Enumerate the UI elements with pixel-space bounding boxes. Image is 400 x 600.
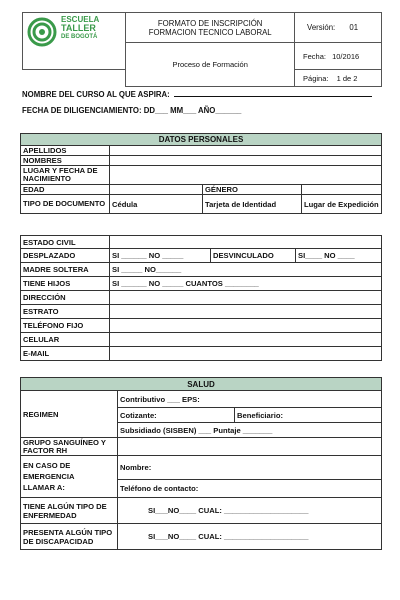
course-name-label: NOMBRE DEL CURSO AL QUE ASPIRA: bbox=[22, 90, 170, 99]
page-label: Página: bbox=[303, 73, 329, 83]
contributivo-option[interactable]: Contributivo ___ EPS: bbox=[118, 391, 382, 408]
estrato-field[interactable] bbox=[110, 305, 382, 319]
discapacidad-label: PRESENTA ALGÚN TIPO DE DISCAPACIDAD bbox=[21, 524, 118, 550]
tipo-doc-label: TIPO DE DOCUMENTO bbox=[21, 195, 110, 214]
tiene-hijos-label: TIENE HIJOS bbox=[21, 277, 110, 291]
birth-label: LUGAR Y FECHA DE NACIMIENTO bbox=[21, 166, 110, 185]
date-cell bbox=[295, 43, 382, 70]
version-cell bbox=[295, 13, 382, 43]
llamar-label: LLAMAR A: bbox=[23, 483, 65, 492]
form-title-2: FORMACION TECNICO LABORAL bbox=[148, 27, 272, 37]
logo-cell bbox=[23, 13, 126, 70]
direccion-label: DIRECCIÓN bbox=[21, 291, 110, 305]
estado-civil-field[interactable] bbox=[110, 236, 382, 249]
personal-data-table bbox=[20, 133, 382, 214]
cotizante-option[interactable]: Cotizante: bbox=[118, 408, 235, 423]
celular-field[interactable] bbox=[110, 333, 382, 347]
page-cell bbox=[295, 70, 382, 87]
estrato-label: ESTRATO bbox=[21, 305, 110, 319]
logo-text-2: TALLER bbox=[61, 23, 96, 33]
tarjeta-option[interactable]: Tarjeta de Identidad bbox=[203, 195, 302, 214]
contact-phone-field[interactable]: Teléfono de contacto: bbox=[118, 480, 382, 498]
contact-name-field[interactable]: Nombre: bbox=[118, 456, 382, 480]
telefono-fijo-field[interactable] bbox=[110, 319, 382, 333]
grupo-sanguineo-field[interactable] bbox=[118, 438, 382, 456]
regimen-label: REGIMEN bbox=[21, 391, 118, 438]
enfermedad-options[interactable]: SI___NO____ CUAL: ____________________ bbox=[118, 498, 382, 524]
subsidiado-option[interactable]: Subsidiado (SISBEN) ___ Puntaje _______ bbox=[118, 423, 382, 438]
course-name-row bbox=[22, 88, 382, 99]
logo bbox=[25, 13, 123, 69]
form-title-cell bbox=[126, 13, 295, 43]
desplazado-label: DESPLAZADO bbox=[21, 249, 110, 263]
genero-field[interactable] bbox=[302, 185, 382, 195]
process-label: Proceso de Formación bbox=[172, 60, 248, 69]
birth-field[interactable] bbox=[110, 166, 382, 185]
contact-table bbox=[20, 235, 382, 361]
nombres-field[interactable] bbox=[110, 156, 382, 166]
discapacidad-options[interactable]: SI___NO____ CUAL: ____________________ bbox=[118, 524, 382, 550]
estado-civil-label: ESTADO CIVIL bbox=[21, 236, 110, 249]
desplazado-options[interactable]: SI ______ NO _____ bbox=[110, 249, 211, 263]
date-label: Fecha: bbox=[303, 51, 326, 61]
health-section-title: SALUD bbox=[21, 378, 382, 391]
nombres-label: NOMBRES bbox=[21, 156, 110, 166]
telefono-fijo-label: TELÉFONO FIJO bbox=[21, 319, 110, 333]
email-field[interactable] bbox=[110, 347, 382, 361]
email-label: E-MAIL bbox=[21, 347, 110, 361]
apellidos-field[interactable] bbox=[110, 146, 382, 156]
version-label: Versión: bbox=[307, 23, 336, 32]
form-title-1: FORMATO DE INSCRIPCIÓN bbox=[157, 18, 263, 28]
page-value: 1 de 2 bbox=[336, 73, 358, 83]
edad-label: EDAD bbox=[21, 185, 110, 195]
version-value: 01 bbox=[349, 23, 359, 32]
logo-text-3: DE BOGOTÁ bbox=[61, 34, 98, 40]
tiene-hijos-options[interactable]: SI ______ NO _____ CUANTOS ________ bbox=[110, 277, 382, 291]
desvinculado-label: DESVINCULADO bbox=[211, 249, 296, 263]
logo-icon bbox=[27, 17, 57, 47]
header-table bbox=[22, 12, 382, 87]
enfermedad-label: TIENE ALGÚN TIPO DE ENFERMEDAD bbox=[21, 498, 118, 524]
cedula-option[interactable]: Cédula bbox=[110, 195, 203, 214]
course-name-field[interactable] bbox=[174, 88, 372, 97]
process-cell bbox=[126, 43, 295, 87]
madre-soltera-options[interactable]: SI _____ NO______ bbox=[110, 263, 382, 277]
apellidos-label: APELLIDOS bbox=[21, 146, 110, 156]
date-value: 10/2016 bbox=[332, 51, 360, 61]
health-table bbox=[20, 377, 382, 550]
madre-soltera-label: MADRE SOLTERA bbox=[21, 263, 110, 277]
lugar-exp-label[interactable]: Lugar de Expedición bbox=[302, 195, 382, 214]
fill-date-label: FECHA DE DILIGENCIAMIENTO: DD___ MM___ AÑO______ bbox=[22, 106, 242, 115]
emergencia-label: EN CASO DE EMERGENCIA bbox=[23, 461, 75, 481]
fill-date-row bbox=[22, 106, 241, 115]
genero-label: GÉNERO bbox=[203, 185, 302, 195]
emergency-label-cell bbox=[21, 456, 118, 498]
logo-text-1: ESCUELA bbox=[61, 15, 100, 24]
personal-section-title: DATOS PERSONALES bbox=[21, 134, 382, 146]
grupo-sanguineo-label: GRUPO SANGUÍNEO Y FACTOR RH bbox=[21, 438, 118, 456]
edad-field[interactable] bbox=[110, 185, 203, 195]
direccion-field[interactable] bbox=[110, 291, 382, 305]
desvinculado-options[interactable]: SI____ NO ____ bbox=[296, 249, 382, 263]
beneficiario-option[interactable]: Beneficiario: bbox=[235, 408, 382, 423]
celular-label: CELULAR bbox=[21, 333, 110, 347]
